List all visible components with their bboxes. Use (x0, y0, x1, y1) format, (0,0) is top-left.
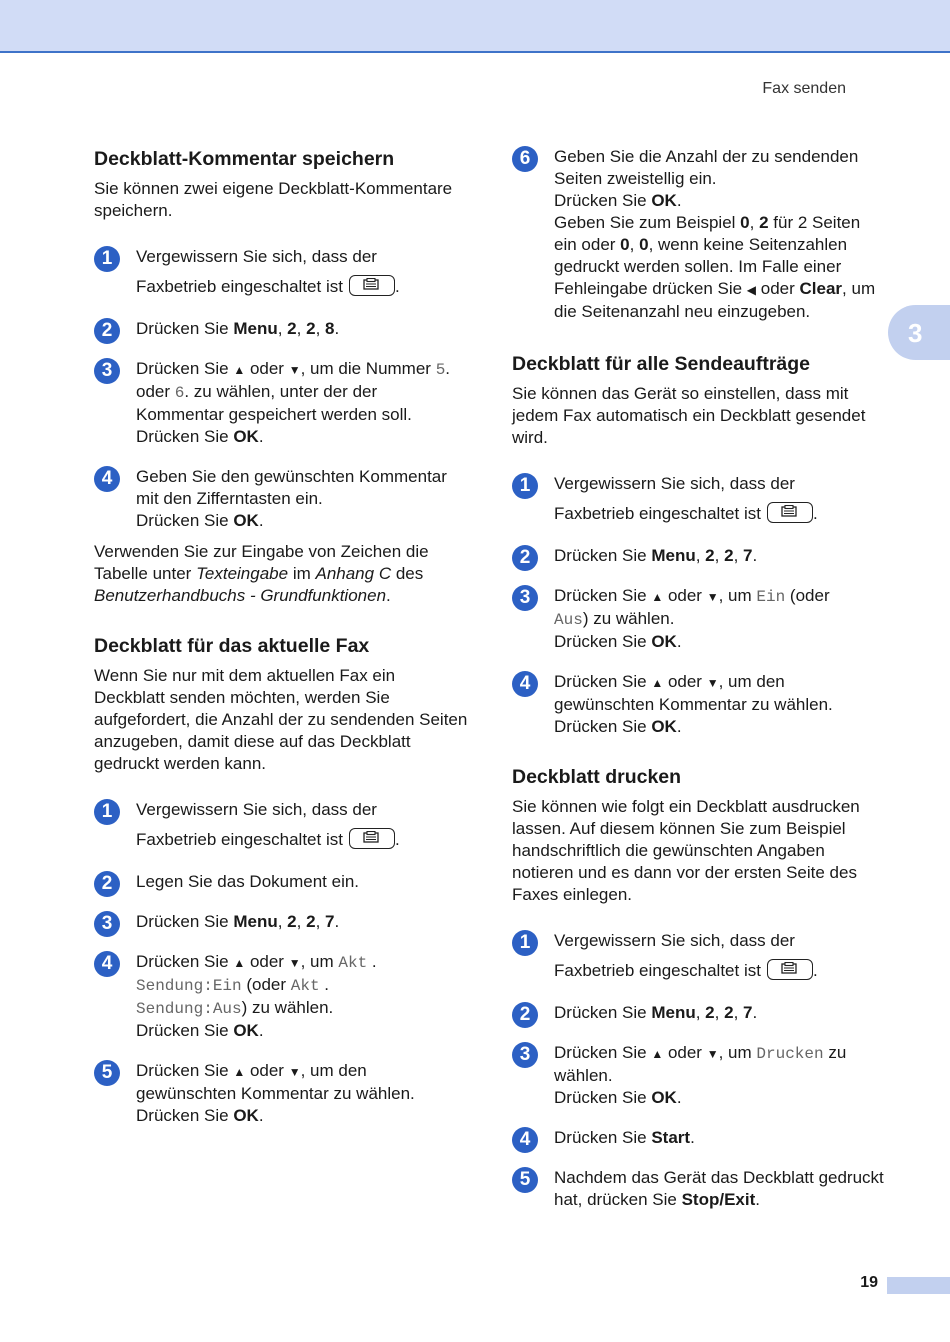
step: 3 Drücken Sie ▲ oder ▼, um die Nummer 5. oder 6. zu wählen, unter der der Kommentar gespeichert werden soll. Drücken Sie OK. (94, 358, 469, 448)
right-column (512, 146, 887, 1211)
step-number: 3 (512, 1042, 538, 1068)
step-number: 1 (512, 473, 538, 499)
step-number: 4 (512, 1127, 538, 1153)
down-arrow-icon: ▼ (288, 956, 301, 970)
down-arrow-icon: ▼ (706, 676, 719, 690)
step: 2 Drücken Sie Menu, 2, 2, 7. (512, 545, 887, 567)
step: 1 Vergewissern Sie sich, dass der Faxbetrieb eingeschaltet ist . (512, 473, 887, 529)
page-number: 19 (860, 1274, 878, 1291)
note-text: Verwenden Sie zur Eingabe von Zeichen die Tabelle unter Texteingabe im Anhang C des Benutzerhandbuchs - Grundfunktionen. (94, 542, 429, 605)
up-arrow-icon: ▲ (233, 1065, 246, 1079)
up-arrow-icon: ▲ (651, 590, 664, 604)
down-arrow-icon: ▼ (706, 1047, 719, 1061)
step-number: 4 (512, 671, 538, 697)
up-arrow-icon: ▲ (651, 1047, 664, 1061)
step-number: 1 (94, 799, 120, 825)
down-arrow-icon: ▼ (288, 1065, 301, 1079)
fax-mode-icon (767, 959, 813, 980)
fax-mode-icon (349, 275, 395, 296)
step-number: 3 (512, 585, 538, 611)
section-intro: Wenn Sie nur mit dem aktuellen Fax ein Deckblatt senden möchten, werden Sie aufgefordert, die Anzahl der zu sendenden Seiten anzugeben, damit diese auf das Deckblatt gedruckt werden kann. (94, 666, 468, 773)
step-number: 2 (512, 1002, 538, 1028)
left-arrow-icon: ◀ (746, 283, 757, 297)
step-number: 4 (94, 466, 120, 492)
section-intro: Sie können zwei eigene Deckblatt-Kommentare speichern. (94, 179, 453, 220)
step: 4 Drücken Sie Start. (512, 1127, 887, 1149)
left-column (94, 146, 469, 1127)
step: 1 Vergewissern Sie sich, dass der Faxbetrieb eingeschaltet ist . (94, 799, 469, 855)
chapter-number: 3 (908, 318, 923, 348)
step-number: 5 (512, 1167, 538, 1193)
section-heading: Deckblatt-Kommentar speichern (94, 148, 395, 170)
running-header: Fax senden (762, 80, 846, 97)
section-heading: Deckblatt für alle Sendeaufträge (512, 353, 811, 375)
step: 3 Drücken Sie ▲ oder ▼, um Drucken zu wählen. Drücken Sie OK. (512, 1042, 887, 1109)
step-number: 2 (512, 545, 538, 571)
down-arrow-icon: ▼ (706, 590, 719, 604)
step-number: 5 (94, 1060, 120, 1086)
step-number: 1 (94, 246, 120, 272)
up-arrow-icon: ▲ (233, 363, 246, 377)
step-number: 1 (512, 930, 538, 956)
step: 4 Drücken Sie ▲ oder ▼, um den gewünschten Kommentar zu wählen. Drücken Sie OK. (512, 671, 887, 738)
section-intro: Sie können wie folgt ein Deckblatt ausdrucken lassen. Auf diesem können Sie zum Beispiel handschriftlich die gewünschten Angaben notieren und es dann vor der ersten Seite des Faxes einlegen. (512, 797, 860, 904)
section-intro: Sie können das Gerät so einstellen, dass mit jedem Fax automatisch ein Deckblatt gesendet wird. (512, 384, 866, 447)
up-arrow-icon: ▲ (233, 956, 246, 970)
step: 4 Geben Sie den gewünschten Kommentar mit den Zifferntasten ein. Drücken Sie OK. (94, 466, 469, 532)
step-number: 6 (512, 146, 538, 172)
page-number-bar (887, 1277, 950, 1294)
step: 5 Drücken Sie ▲ oder ▼, um den gewünschten Kommentar zu wählen. Drücken Sie OK. (94, 1060, 469, 1127)
step-number: 2 (94, 318, 120, 344)
section-heading: Deckblatt für das aktuelle Fax (94, 635, 370, 657)
up-arrow-icon: ▲ (651, 676, 664, 690)
step: 2 Drücken Sie Menu, 2, 2, 8. (94, 318, 469, 340)
step: 3 Drücken Sie ▲ oder ▼, um Ein (oder Aus) zu wählen. Drücken Sie OK. (512, 585, 887, 653)
header-band (0, 0, 950, 53)
step: 5 Nachdem das Gerät das Deckblatt gedruckt hat, drücken Sie Stop/Exit. (512, 1167, 887, 1211)
fax-mode-icon (767, 502, 813, 523)
step-number: 3 (94, 358, 120, 384)
down-arrow-icon: ▼ (288, 363, 301, 377)
step: 2 Legen Sie das Dokument ein. (94, 871, 469, 893)
step: 2 Drücken Sie Menu, 2, 2, 7. (512, 1002, 887, 1024)
step-number: 3 (94, 911, 120, 937)
step: 1 Vergewissern Sie sich, dass der Faxbetrieb eingeschaltet ist . (94, 246, 469, 302)
chapter-tab (888, 305, 950, 360)
section-heading: Deckblatt drucken (512, 766, 682, 788)
step: 3 Drücken Sie Menu, 2, 2, 7. (94, 911, 469, 933)
step: 1 Vergewissern Sie sich, dass der Faxbetrieb eingeschaltet ist . (512, 930, 887, 986)
step: 4 Drücken Sie ▲ oder ▼, um Akt . Sendung:Ein (oder Akt . Sendung:Aus) zu wählen. Drücken Sie OK. (94, 951, 469, 1042)
step: 6 Geben Sie die Anzahl der zu sendenden Seiten zweistellig ein. Drücken Sie OK. Geben Sie zum Beispiel 0, 2 für 2 Seiten ein oder 0, 0, wenn keine Seitenzahlen gedruckt werden sollen. Im Falle einer Fehleingabe drücken Sie ◀ oder Clear, um die Seitenanzahl neu einzugeben. (512, 146, 887, 323)
fax-mode-icon (349, 828, 395, 849)
step-number: 2 (94, 871, 120, 897)
step-number: 4 (94, 951, 120, 977)
